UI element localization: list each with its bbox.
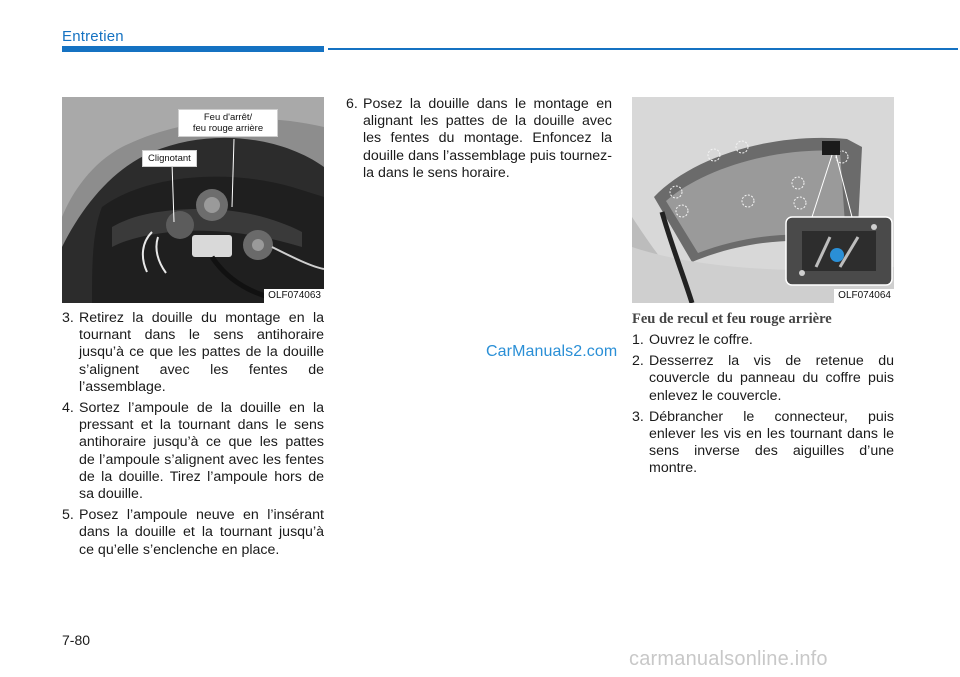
backup-tail-light-section (632, 310, 894, 482)
step-5 (62, 507, 324, 559)
step-text: Sortez l’ampoule de la douille en la pressant et la tournant dans le sens antihoraire jusqu’à ce que les pattes de l’ampoule s’alignent avec les fentes de la douille. Tirez l’ampoule hors de sa douille. (79, 400, 324, 503)
figure-code-right: OLF074064 (834, 289, 894, 303)
step-3 (632, 409, 894, 478)
step-text: Posez l’ampoule neuve en l’insérant dans la douille et la tournant jusqu’à ce qu’elle s’enclenche en place. (79, 507, 324, 558)
callout-turn-signal (142, 150, 197, 167)
step-text: Ouvrez le coffre. (649, 332, 753, 348)
callout-stop-label: Feu d'arrêt/ feu rouge arrière (192, 112, 264, 134)
steps-middle-column (346, 96, 612, 186)
header-bar-thick (62, 46, 324, 52)
step-text: Débrancher le connecteur, puis enlever les vis en les tournant dans le sens inverse des aiguilles d’une montre. (649, 408, 894, 477)
step-number: 1. (632, 332, 644, 348)
figure-code-left: OLF074063 (264, 289, 324, 303)
step-number: 3. (632, 408, 644, 425)
section-heading: Feu de recul et feu rouge arrière (632, 311, 832, 327)
page-number: 7-80 (62, 632, 91, 648)
step-number: 3. (62, 310, 74, 326)
steps-left-column (62, 310, 324, 563)
step-text: Posez la douille dans le montage en alignant les pattes de la douille avec les fentes du montage. Enfoncez la douille dans l’assemblage puis tournez-la dans le sens horaire. (363, 96, 612, 181)
step-4 (62, 400, 324, 503)
step-text: Retirez la douille du montage en la tournant dans le sens antihoraire jusqu’à ce que les pattes de la douille s’alignent avec les fentes de l’assemblage. (79, 310, 324, 395)
trunk-lid-illustration (632, 97, 894, 303)
step-2 (632, 353, 894, 405)
watermark-link[interactable]: CarManuals2.com (486, 343, 618, 360)
header-bar-thin (328, 48, 958, 50)
callout-stop-tail-light (178, 109, 278, 137)
step-6 (346, 96, 612, 182)
step-number: 4. (62, 400, 74, 417)
step-number: 2. (632, 353, 644, 370)
section-title: Entretien (62, 28, 124, 45)
callout-turn-label: Clignotant (148, 153, 191, 164)
step-3 (62, 310, 324, 396)
figure-bulb-sockets (62, 97, 324, 303)
step-text: Desserrez la vis de retenue du couvercle du panneau du coffre puis enlevez le couvercle. (649, 353, 894, 404)
figure-trunk-lid (632, 97, 894, 303)
step-number: 6. (346, 96, 358, 112)
step-number: 5. (62, 507, 74, 524)
footer-watermark: carmanualsonline.info (629, 648, 828, 670)
step-1 (632, 332, 894, 349)
